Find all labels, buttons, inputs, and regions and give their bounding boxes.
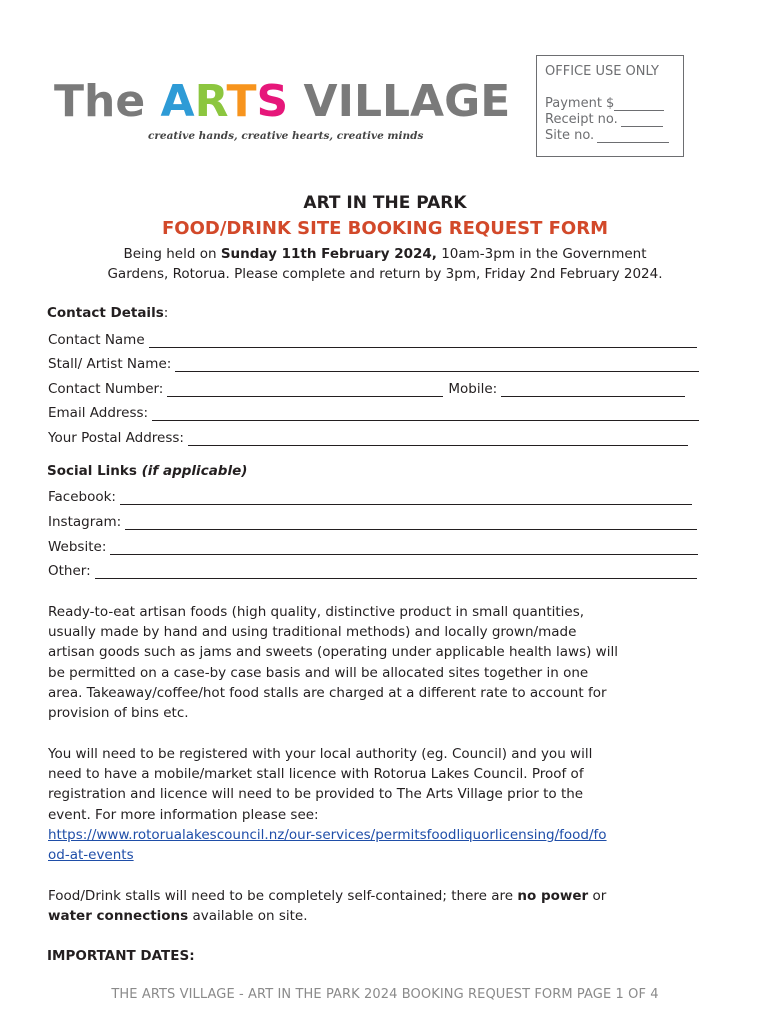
form-subtitle: FOOD/DRINK SITE BOOKING REQUEST FORM [161,218,609,239]
payment-row [545,96,664,111]
contact-number-row [48,379,685,397]
website-field[interactable] [110,542,698,555]
contact-number-label: Contact Number: [48,381,164,397]
important-dates-heading: IMPORTANT DATES: [47,948,195,964]
website-label: Website: [48,539,107,555]
intro-text [0,244,770,284]
arts-village-logo [54,76,511,142]
postal-address-row [48,428,688,446]
email-label: Email Address: [48,405,149,421]
council-link-line2[interactable]: od-at-events [48,847,134,864]
mobile-field[interactable] [501,384,685,397]
receipt-field[interactable] [621,114,663,127]
contact-number-field[interactable] [167,384,443,397]
council-link-line1[interactable]: https://www.rotorualakescouncil.nz/our-services/permitsfoodliquorlicensing/food/fo [48,826,607,843]
facebook-field[interactable] [120,492,692,505]
receipt-row [545,112,663,127]
intro-rest: 10am-3pm in the Government [436,246,647,262]
self-contained-paragraph: Food/Drink stalls will need to be completely self-contained; there are no power or water connections available on site. [48,888,607,925]
other-label: Other: [48,563,91,579]
mobile-label: Mobile: [448,381,498,397]
intro-prefix: Being held on [123,246,221,262]
office-use-box [536,55,684,157]
email-field[interactable] [152,408,699,421]
contact-name-label: Contact Name [48,332,145,348]
logo-arts-letter-3: S [256,76,289,127]
page-title: ART IN THE PARK [303,193,467,213]
website-row [48,537,698,555]
postal-address-label: Your Postal Address: [48,430,184,446]
instagram-row [48,512,697,530]
other-row [48,561,697,579]
stall-name-row [48,354,699,372]
logo-title-suffix: VILLAGE [303,76,511,127]
office-use-heading: OFFICE USE ONLY [545,64,659,79]
social-links-heading: Social Links (if applicable) [47,463,248,479]
artisan-foods-paragraph: Ready-to-eat artisan foods (high quality, distinctive product in small quantities, usually made by hand and using traditional methods) and locally grown/made artisan goods such as jams and sweets (operating under applicable health laws) will be permitted on a case-by case basis and will be allocated sites together in one area. Takeaway/coffee/hot food stalls are charged at a different rate to account for provision of bins etc. [48,604,618,722]
stall-name-field[interactable] [175,359,699,372]
logo-title-prefix: The [54,76,146,127]
other-field[interactable] [95,566,697,579]
email-row [48,403,699,421]
receipt-label: Receipt no. [545,112,618,127]
payment-field[interactable] [614,98,664,111]
site-row [545,128,669,143]
contact-name-row [48,330,697,348]
facebook-row [48,487,692,505]
logo-arts-word [161,76,289,127]
instagram-label: Instagram: [48,514,122,530]
logo-arts-letter-1: R [194,76,227,127]
stall-name-label: Stall/ Artist Name: [48,356,172,372]
logo-arts-letter-2: T [226,76,257,127]
intro-date: Sunday 11th February 2024, [220,246,437,262]
site-label: Site no. [545,128,595,143]
site-field[interactable] [597,130,669,143]
facebook-label: Facebook: [48,489,116,505]
payment-label: Payment $ [545,96,615,111]
contact-name-field[interactable] [149,335,697,348]
logo-arts-letter-0: A [160,76,195,127]
instagram-field[interactable] [125,517,697,530]
postal-address-field[interactable] [188,433,688,446]
registration-paragraph: You will need to be registered with your local authority (eg. Council) and you will need to have a mobile/market stall licence with Rotorua Lakes Council. Proof of registration and licence will need to be provided to The Arts Village prior to the event. For more information please see: https://www.rotorualakescouncil.nz/our-services/permitsfoodliquorlicensing/food/fo od-at-events [48,744,708,865]
contact-details-heading: Contact Details: [47,305,169,321]
logo-tagline: creative hands, creative hearts, creative minds [148,130,424,142]
page-footer: THE ARTS VILLAGE - ART IN THE PARK 2024 BOOKING REQUEST FORM PAGE 1 OF 4 [111,987,659,1002]
intro-line2: Gardens, Rotorua. Please complete and return by 3pm, Friday 2nd February 2024. [107,266,663,282]
logo-title [54,78,510,126]
